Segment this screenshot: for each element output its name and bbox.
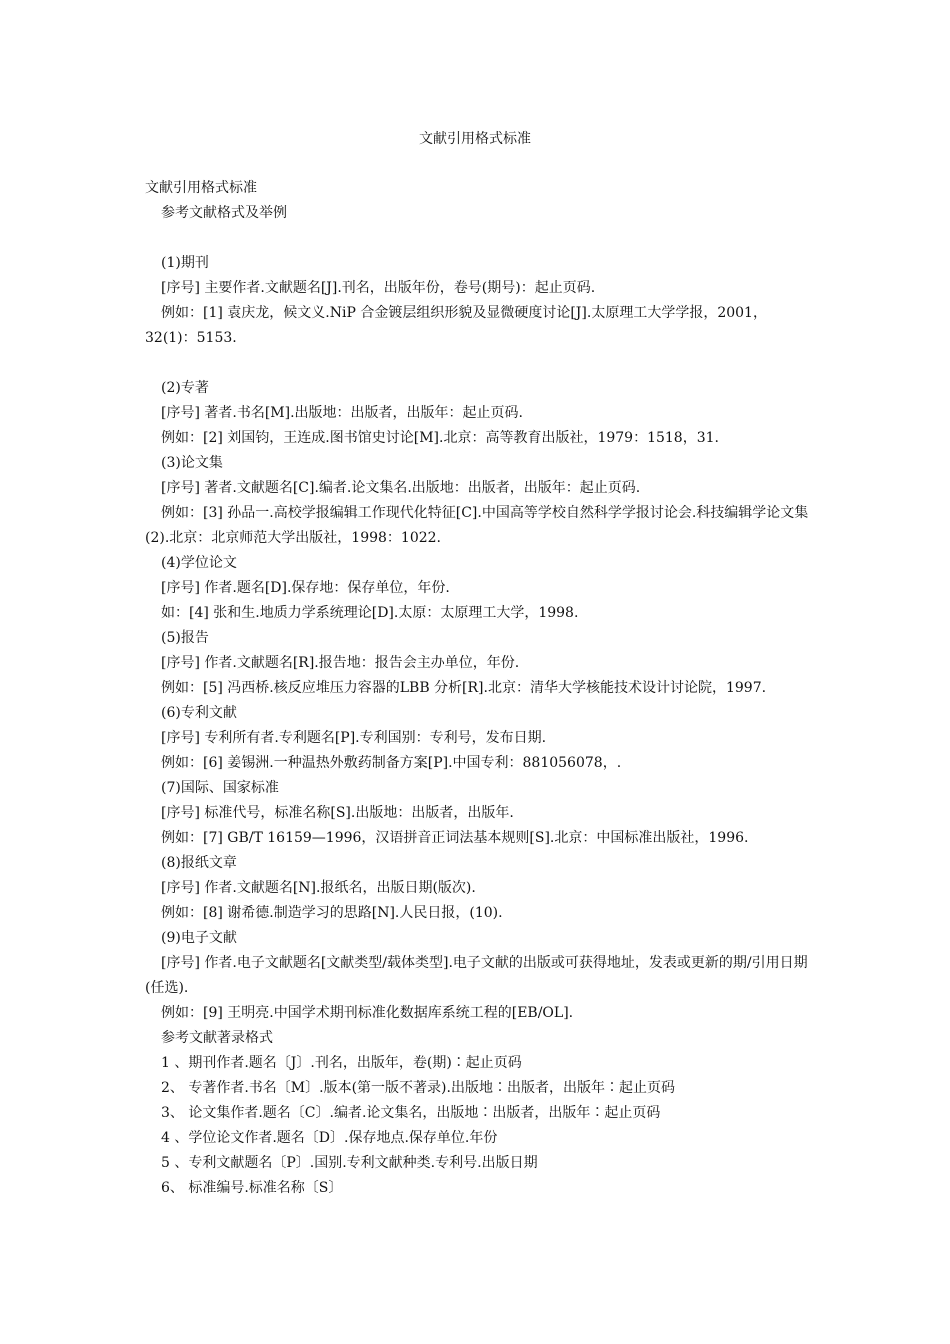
document-heading: 文献引用格式标准 — [145, 180, 257, 196]
section-label-thesis: (4)学位论文 — [161, 555, 237, 571]
example-line-report: 例如：[5] 冯西桥.核反应堆压力容器的LBB 分析[R].北京：清华大学核能技术设计讨论院，1997. — [161, 680, 767, 696]
page-title: 文献引用格式标准 — [419, 131, 531, 147]
example-line-proceedings: 例如：[3] 孙品一.高校学报编辑工作现代化特征[C].中国高等学校自然科学学报讨论会.科技编辑学论文集(2).北京：北京师范大学出版社，1998：1022. — [145, 505, 809, 546]
section-label-standard: (7)国际、国家标准 — [161, 780, 279, 796]
example-line-electronic: 例如：[9] 王明亮.中国学术期刊标准化数据库系统工程的[EB/OL]. — [161, 1005, 574, 1021]
example-line-standard: 例如：[7] GB/T 16159—1996，汉语拼音正词法基本规则[S].北京：中国标准出版社，1996. — [161, 830, 749, 846]
format-line-journal: [序号] 主要作者.文献题名[J].刊名，出版年份，卷号(期号)：起止页码. — [161, 280, 596, 296]
section-label-newspaper: (8)报纸文章 — [161, 855, 237, 871]
format-item: 5 、专利文献题名〔P〕.国别.专利文献种类.专利号.出版日期 — [161, 1155, 538, 1171]
section-label-monograph: (2)专著 — [161, 380, 209, 396]
format-item: 6、 标准编号.标准名称〔S〕 — [161, 1180, 343, 1196]
section-label-electronic: (9)电子文献 — [161, 930, 237, 946]
example-line-patent: 例如：[6] 姜锡洲.一种温热外敷药制备方案[P].中国专利：881056078，. — [161, 755, 622, 771]
format-line-electronic: [序号] 作者.电子文献题名[文献类型/载体类型].电子文献的出版或可获得地址，发表或更新的期/引用日期(任选). — [145, 955, 808, 996]
example-line-newspaper: 例如：[8] 谢希德.制造学习的思路[N].人民日报，(10). — [161, 905, 503, 921]
format-line-standard: [序号] 标准代号，标准名称[S].出版地：出版者，出版年. — [161, 805, 514, 821]
format-line-proceedings: [序号] 著者.文献题名[C].编者.论文集名.出版地：出版者，出版年：起止页码. — [161, 480, 641, 496]
format-line-patent: [序号] 专利所有者.专利题名[P].专利国别：专利号，发布日期. — [161, 730, 547, 746]
format-line-thesis: [序号] 作者.题名[D].保存地：保存单位，年份. — [161, 580, 450, 596]
format-item: 4 、学位论文作者.题名〔D〕.保存地点.保存单位.年份 — [161, 1130, 498, 1146]
formats-heading: 参考文献著录格式 — [161, 1030, 273, 1046]
section-label-report: (5)报告 — [161, 630, 209, 646]
format-line-monograph: [序号] 著者.书名[M].出版地：出版者，出版年：起止页码. — [161, 405, 523, 421]
section-subheading: 参考文献格式及举例 — [161, 205, 287, 221]
section-label-journal: (1)期刊 — [161, 255, 209, 271]
example-line-thesis: 如：[4] 张和生.地质力学系统理论[D].太原：太原理工大学，1998. — [161, 605, 579, 621]
format-line-report: [序号] 作者.文献题名[R].报告地：报告会主办单位，年份. — [161, 655, 520, 671]
format-item: 2、 专著作者.书名〔M〕.版本(第一版不著录).出版地∶出版者，出版年∶起止页码 — [161, 1080, 675, 1096]
section-label-patent: (6)专利文献 — [161, 705, 237, 721]
example-line-journal: 例如：[1] 袁庆龙，候文义.NiP 合金镀层组织形貌及显微硬度讨论[J].太原理工大学学报，2001，32(1)：5153. — [145, 305, 767, 346]
format-item: 3、 论文集作者.题名〔C〕.编者.论文集名，出版地∶出版者，出版年∶起止页码 — [161, 1105, 661, 1121]
format-line-newspaper: [序号] 作者.文献题名[N].报纸名，出版日期(版次). — [161, 880, 476, 896]
example-line-monograph: 例如：[2] 刘国钧，王连成.图书馆史讨论[M].北京：高等教育出版社，1979：1518，31. — [161, 430, 719, 446]
document-body — [145, 176, 810, 1201]
section-label-proceedings: (3)论文集 — [161, 455, 223, 471]
format-item: 1 、期刊作者.题名〔J〕.刊名，出版年，卷(期)∶起止页码 — [161, 1055, 522, 1071]
